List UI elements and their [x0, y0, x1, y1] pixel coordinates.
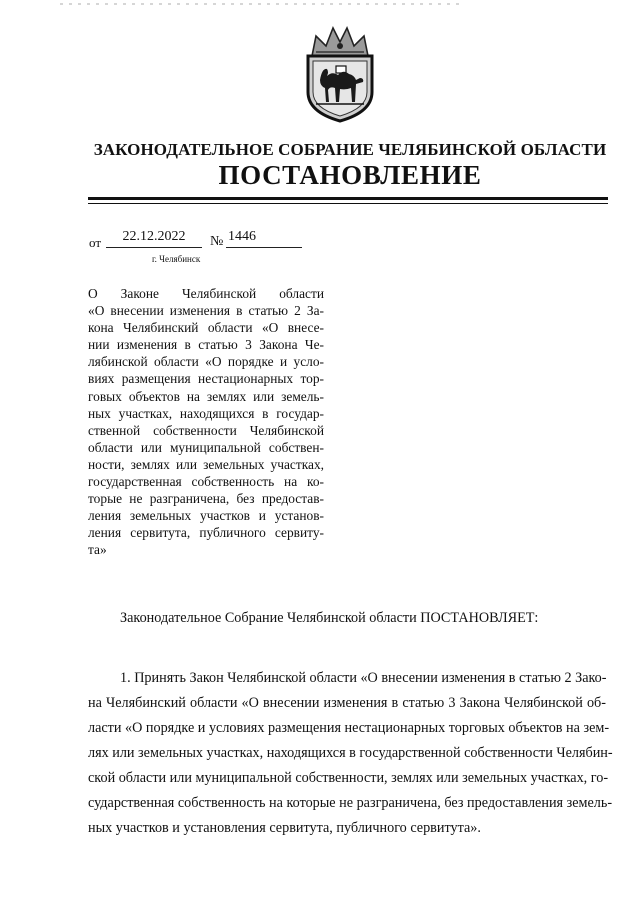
date-label: от — [89, 235, 102, 250]
subject-line: ственной собственности Челябинской — [88, 422, 324, 438]
subject-line: ления земельных участков и установ- — [88, 508, 324, 524]
coat-of-arms-emblem-icon — [296, 22, 384, 124]
document-body — [88, 666, 613, 841]
number-value: 1446 — [228, 229, 256, 244]
body-line: на Челябинский области «О внесении изменения в статью 3 Закона Челябинской об- — [88, 695, 606, 711]
organization-name: ЗАКОНОДАТЕЛЬНОЕ СОБРАНИЕ ЧЕЛЯБИНСКОЙ ОБЛАСТИ — [93, 140, 607, 159]
city-label: г. Челябинск — [152, 254, 201, 264]
subject-line: ления сервитута, публичного сервиту- — [88, 525, 324, 541]
document-subject — [88, 285, 324, 559]
subject-line: торые не разграничена, без предостав- — [88, 491, 324, 507]
body-line: ласти «О порядке и условиях размещения нестационарных торговых объектов на зем- — [88, 720, 610, 736]
subject-line: кона Челябинский области «О внесе- — [88, 320, 324, 336]
subject-line: виях размещения нестационарных тор- — [88, 371, 324, 387]
scan-artifact — [60, 3, 460, 5]
subject-line: та» — [88, 542, 107, 558]
subject-line: говых объектов на землях или земель- — [88, 388, 324, 404]
number-label: № — [210, 234, 224, 249]
body-line: ской области или муниципальной собственности, землях или земельных участках, го- — [88, 770, 609, 786]
header-rule-thin — [88, 203, 608, 204]
subject-line: лябинской области «О порядке и усло- — [88, 354, 324, 370]
body-line: ных участков и установления сервитута, публичного сервитута». — [88, 820, 481, 836]
subject-line: области или муниципальной собствен- — [88, 439, 324, 455]
decree-statement: Законодательное Собрание Челябинской области ПОСТАНОВЛЯЕТ: — [120, 610, 539, 626]
document-title: ПОСТАНОВЛЕНИЕ — [218, 160, 482, 190]
subject-line: нии изменения в статью 3 Закона Че- — [88, 337, 324, 353]
body-line: сударственная собственность на которые не разграничена, без предоставления земель- — [88, 795, 613, 811]
subject-line: «О внесении изменения в статью 2 За- — [88, 303, 324, 319]
number-field — [226, 228, 302, 248]
header-rule-thick — [88, 197, 608, 200]
subject-line: ности, землях или земельных участках, — [88, 456, 324, 472]
subject-line: ных участках, находящихся в государ- — [88, 405, 324, 421]
subject-line: государственная собственность на ко- — [88, 474, 324, 490]
subject-line: О Законе Челябинской области — [88, 286, 324, 301]
body-line: 1. Принять Закон Челябинской области «О внесении изменения в статью 2 Зако- — [120, 670, 607, 686]
date-field: 22.12.2022 — [106, 228, 202, 248]
body-line: лях или земельных участках, находящихся в государственной собственности Челябин- — [88, 745, 613, 761]
